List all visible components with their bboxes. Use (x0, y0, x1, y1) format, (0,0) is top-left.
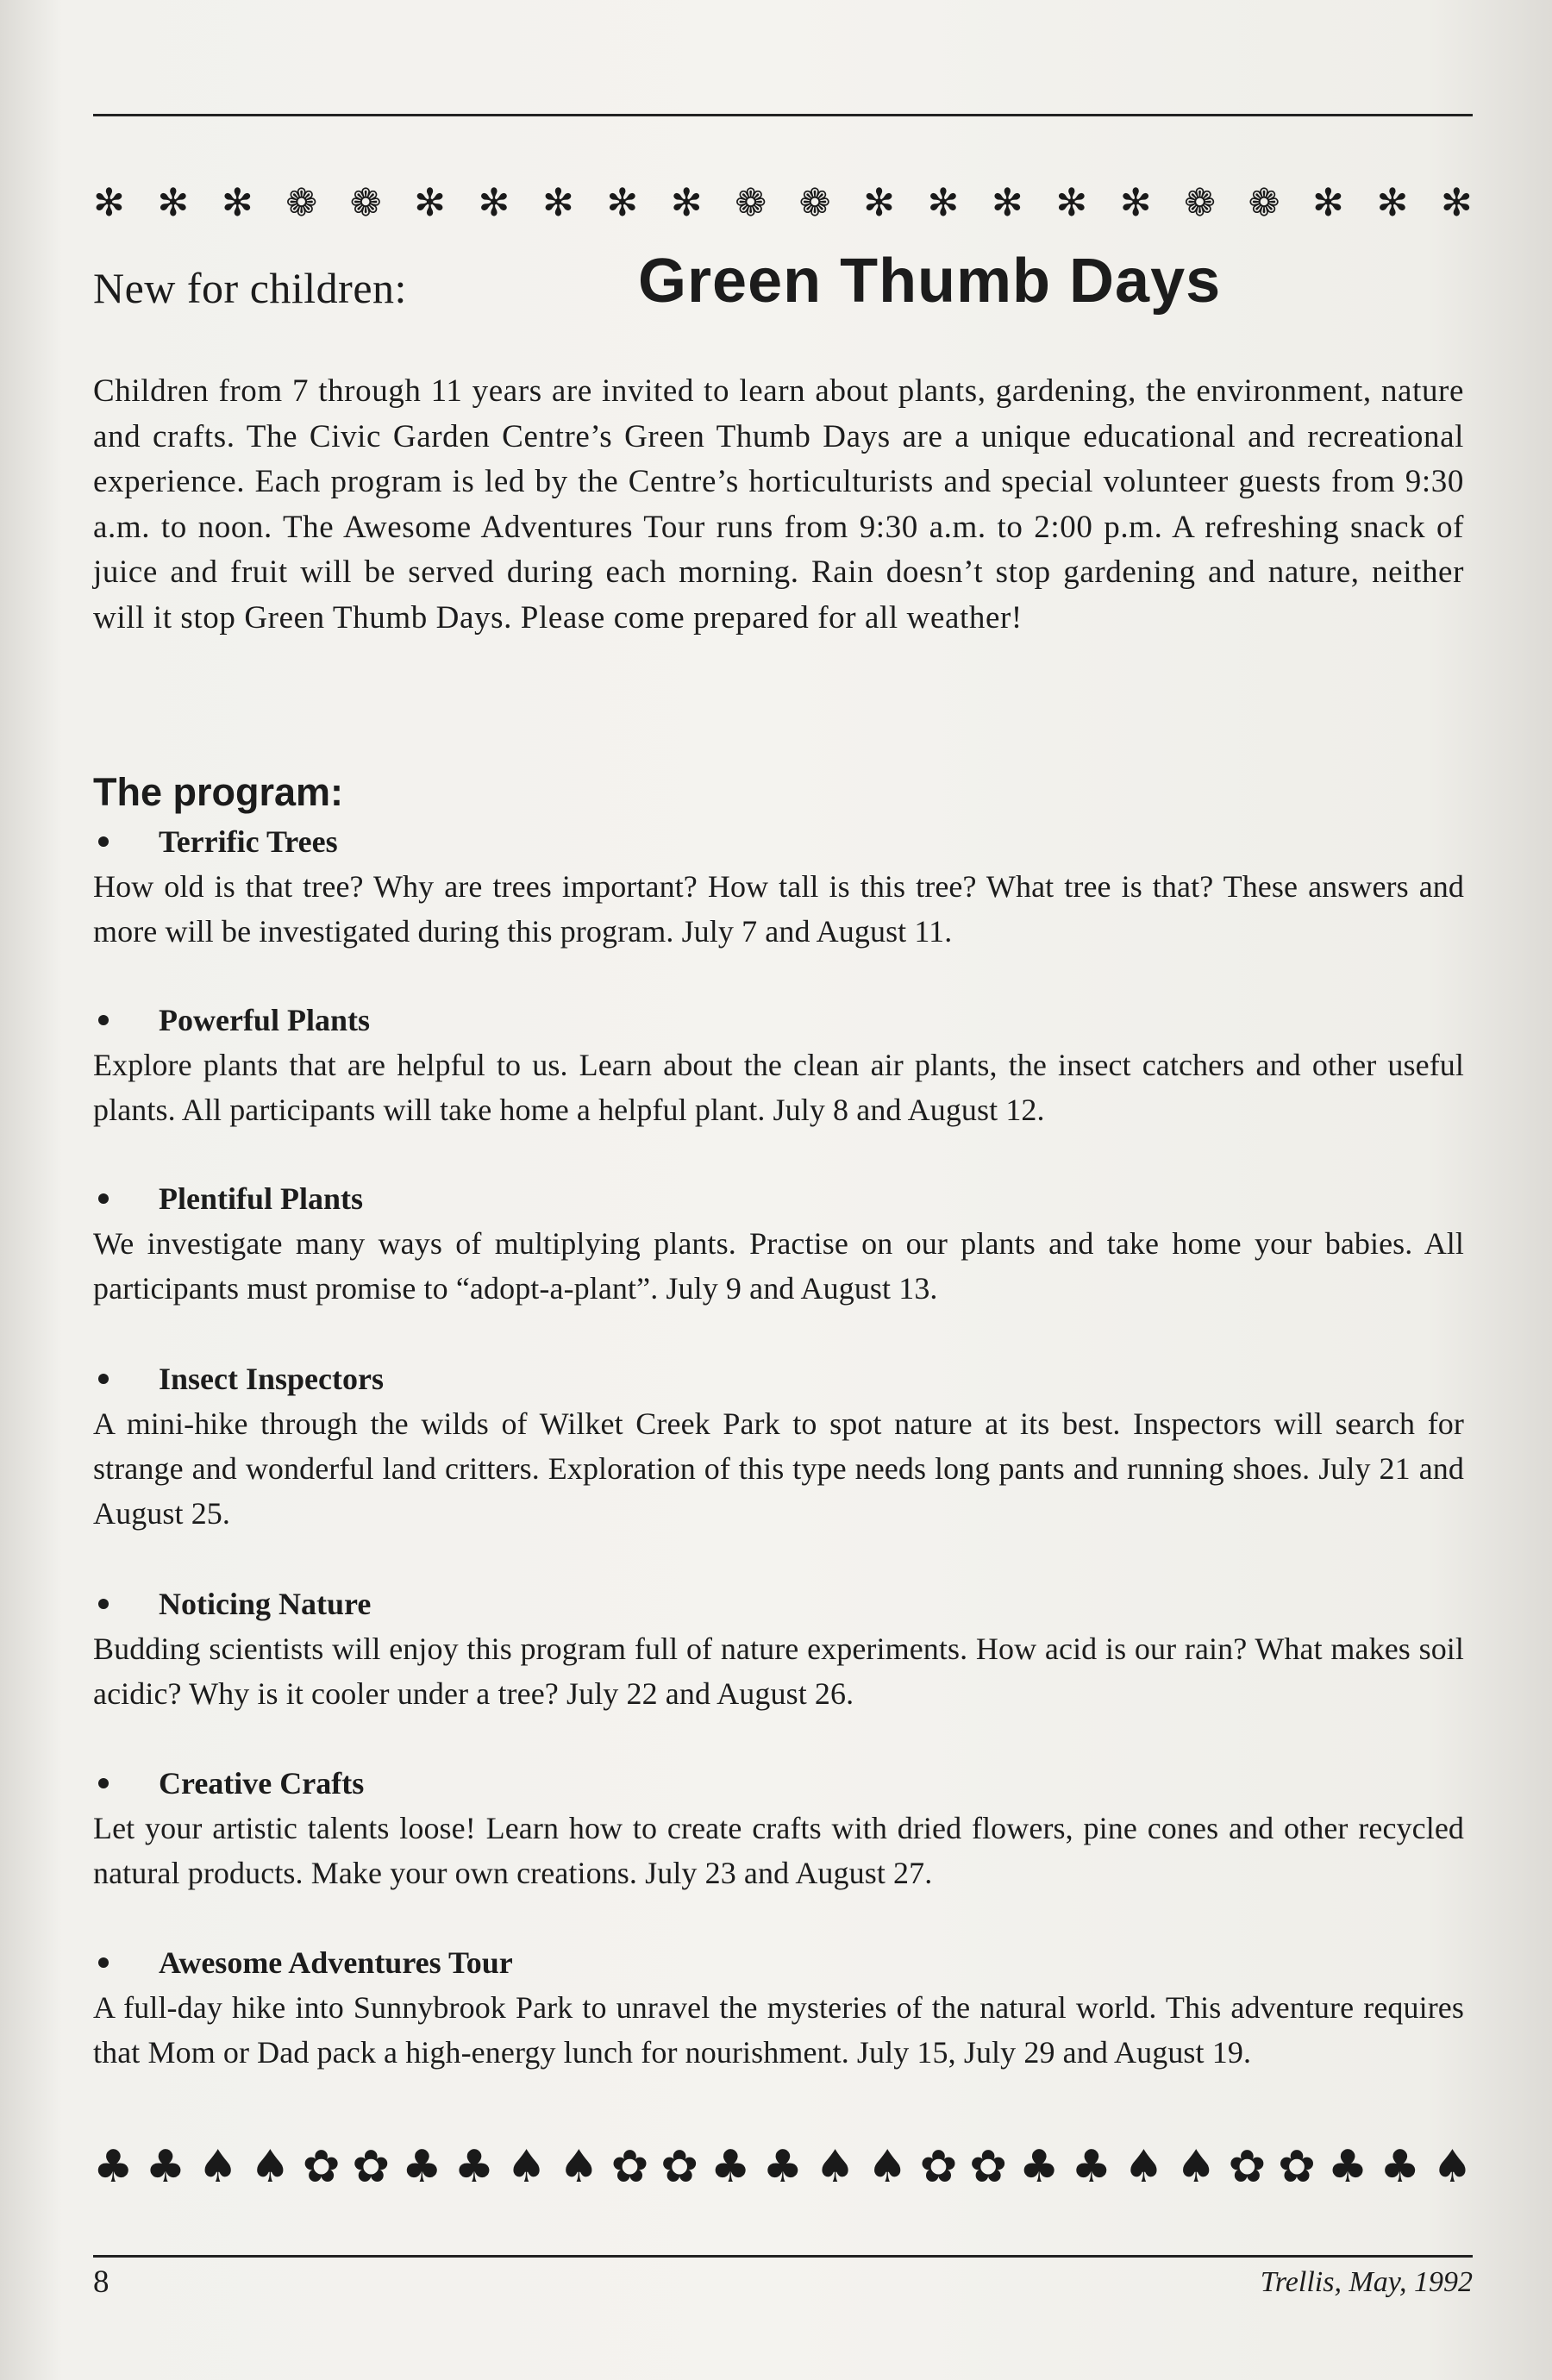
flower-ornament-icon: ✻ (478, 180, 510, 225)
tree-ornament-icon: ♣ (401, 2141, 442, 2193)
tree-ornament-icon: ♣ (145, 2141, 186, 2193)
flower-ornament-icon: ✻ (927, 180, 960, 225)
tree-ornament-icon: ♠ (506, 2141, 547, 2193)
bullet-icon (98, 1374, 109, 1384)
flower-ornament-icon: ❁ (1248, 180, 1280, 225)
tree-ornament-icon: ♣ (710, 2141, 751, 2193)
bullet-icon (98, 1778, 109, 1788)
tree-ornament-icon: ♠ (1123, 2141, 1164, 2193)
tree-ornament-icon: ✿ (1278, 2141, 1316, 2193)
program-item-title: Noticing Nature (159, 1587, 372, 1621)
flower-ornament-icon: ✻ (414, 180, 446, 225)
tree-ornament-icon: ♣ (1071, 2141, 1112, 2193)
program-item-title: Plentiful Plants (159, 1181, 364, 1216)
tree-ornament-icon: ✿ (352, 2141, 390, 2193)
program-item-desc: We investigate many ways of multiplying plants. Practise on our plants and take home your babies. All participants must promise to “adopt-a-plant”. July 9 and August 13. (93, 1226, 1464, 1306)
tree-ornament-icon: ✿ (660, 2141, 698, 2193)
program-item-title: Awesome Adventures Tour (159, 1945, 513, 1980)
flower-ornament-icon: ✻ (991, 180, 1023, 225)
publication-credit: Trellis, May, 1992 (1260, 2266, 1473, 2298)
bullet-icon (98, 1193, 109, 1204)
tree-ornament-icon: ♠ (250, 2141, 291, 2193)
bullet-icon (98, 1957, 109, 1968)
flower-ornament-icon: ✻ (670, 180, 703, 225)
flower-ornament-icon: ❁ (1184, 180, 1217, 225)
flower-ornament-icon: ❁ (285, 180, 318, 225)
footer-rule (93, 2255, 1473, 2258)
flower-ornament-icon: ✻ (157, 180, 190, 225)
tree-ornament-icon: ♠ (1175, 2141, 1217, 2193)
top-decorative-border (93, 177, 1473, 229)
top-rule (93, 114, 1473, 116)
program-heading: The program: (93, 770, 344, 814)
flower-ornament-icon: ✻ (1440, 180, 1473, 225)
article-header (93, 246, 1473, 341)
flower-ornament-icon: ✻ (221, 180, 253, 225)
program-item-desc: A mini-hike through the wilds of Wilket Creek Park to spot nature at its best. Inspectors will search for strange and wonderful land critters. Exploration of this type needs long pants and running shoes. July 21 and August 25. (93, 1406, 1464, 1531)
tree-ornament-icon: ♠ (867, 2141, 908, 2193)
program-item-title: Insect Inspectors (159, 1362, 384, 1396)
flower-ornament-icon: ✻ (1119, 180, 1152, 225)
flower-ornament-icon: ✻ (1055, 180, 1088, 225)
bullet-icon (98, 1599, 109, 1609)
program-item-noticing-nature (93, 1581, 1464, 1716)
program-item-insect-inspectors (93, 1356, 1464, 1536)
program-item-title: Powerful Plants (159, 1003, 370, 1037)
bullet-icon (98, 1015, 109, 1025)
flower-ornament-icon: ✻ (1312, 180, 1344, 225)
flower-ornament-icon: ❁ (798, 180, 831, 225)
program-item-desc: A full-day hike into Sunnybrook Park to unravel the mysteries of the natural world. This adventure requires that Mom or Dad pack a high-energy lunch for nourishment. July 15, July 29 and August 19. (93, 1990, 1464, 2070)
flower-ornament-icon: ❁ (349, 180, 382, 225)
tree-ornament-icon: ✿ (1228, 2141, 1267, 2193)
tree-ornament-icon: ♣ (1327, 2141, 1368, 2193)
flower-ornament-icon: ✻ (606, 180, 639, 225)
program-item-desc: Budding scientists will enjoy this program full of nature experiments. How acid is our rain? What makes soil acidic? Why is it cooler under a tree? July 22 and August 26. (93, 1632, 1464, 1711)
program-item-title: Creative Crafts (159, 1766, 365, 1801)
flower-ornament-icon: ✻ (93, 180, 125, 225)
tree-ornament-icon: ♠ (815, 2141, 855, 2193)
bottom-decorative-border (93, 2137, 1473, 2197)
program-item-awesome-adventures-tour (93, 1940, 1464, 2075)
intro-paragraph: Children from 7 through 11 years are invited to learn about plants, gardening, the environment, nature and crafts. The Civic Garden Centre’s Green Thumb Days are a unique educational and recreational experience. Each program is led by the Centre’s horticulturists and special volunteer guests from 9:30 a.m. to noon. The Awesome Adventures Tour runs from 9:30 a.m. to 2:00 p.m. A refreshing snack of juice and fruit will be served during each morning. Rain doesn’t stop gardening and nature, neither will it stop Green Thumb Days. Please come prepared for all weather! (93, 373, 1464, 636)
tree-ornament-icon: ♣ (93, 2141, 134, 2193)
tree-ornament-icon: ✿ (969, 2141, 1007, 2193)
program-item-desc: Let your artistic talents loose! Learn how to create crafts with dried flowers, pine cones and other recycled natural products. Make your own creations. July 23 and August 27. (93, 1811, 1464, 1890)
bullet-icon (98, 836, 109, 847)
flower-ornament-icon: ✻ (541, 180, 574, 225)
tree-ornament-icon: ♠ (197, 2141, 238, 2193)
flower-ornament-icon: ❁ (735, 180, 767, 225)
program-item-creative-crafts (93, 1761, 1464, 1895)
tree-ornament-icon: ♣ (762, 2141, 804, 2193)
tree-ornament-icon: ✿ (302, 2141, 341, 2193)
tree-ornament-icon: ♠ (558, 2141, 599, 2193)
tree-ornament-icon: ♣ (1018, 2141, 1060, 2193)
program-item-desc: How old is that tree? Why are trees important? How tall is this tree? What tree is that? These answers and more will be investigated during this program. July 7 and August 11. (93, 869, 1464, 949)
tree-ornament-icon: ♣ (454, 2141, 495, 2193)
article-title: Green Thumb Days (638, 247, 1222, 316)
tree-ornament-icon: ♣ (1380, 2141, 1421, 2193)
program-item-powerful-plants (93, 998, 1464, 1132)
tree-ornament-icon: ✿ (610, 2141, 649, 2193)
program-item-title: Terrific Trees (159, 824, 338, 859)
tree-ornament-icon: ✿ (919, 2141, 958, 2193)
flower-ornament-icon: ✻ (1376, 180, 1409, 225)
header-kicker: New for children: (93, 264, 407, 312)
page-number: 8 (93, 2264, 110, 2300)
program-item-terrific-trees (93, 819, 1464, 954)
program-item-plentiful-plants (93, 1176, 1464, 1311)
program-item-desc: Explore plants that are helpful to us. Learn about the clean air plants, the insect catchers and other useful plants. All participants will take home a helpful plant. July 8 and August 12. (93, 1048, 1464, 1127)
tree-ornament-icon: ♠ (1432, 2141, 1473, 2193)
flower-ornament-icon: ✻ (863, 180, 895, 225)
